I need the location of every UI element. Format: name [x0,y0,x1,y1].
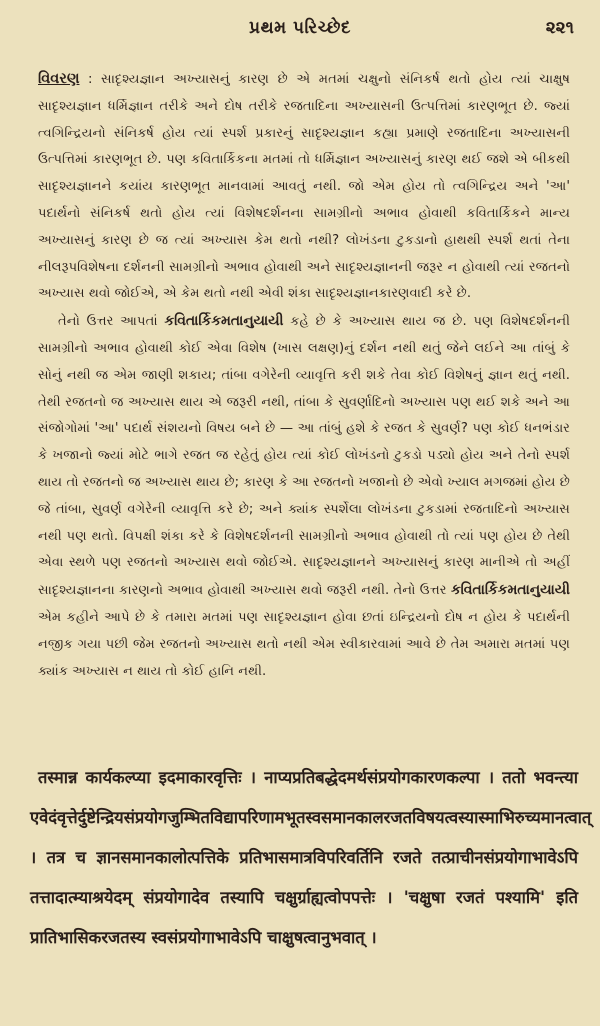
commentary-text-1: : સાદૃશ્યજ્ઞાન અખ્યાસનું કારણ છે એ મતમાં ચક્ષુનો સંનિકર્ષ થતો હોય ત્યાં ચાક્ષુષ સાદૃશ્યજ્ઞાન ધર્મિજ્ઞાન તરીકે અને દોષ તરીકે રજતાદિના અખ્યાસની ઉત્પત્તિમાં કારણભૂત છે. જ્યાં ત્વગિન્દ્રિયનો સંનિકર્ષ હોય ત્યાં સ્પર્શ પ્રકારનું સાદૃશ્યજ્ઞાન કહ્યા પ્રમાણે રજતાદિના અખ્યાસની ઉત્પત્તિમાં કારણભૂત છે. પણ કવિતાર્કિકના મતમાં તો ધર્મિજ્ઞાન અખ્યાસનું કારણ થઈ જશે એ બીકથી સાદૃશ્યજ્ઞાનને કયાંય કારણભૂત માનવામાં આવતું નથી. જો એમ હોય તો ત્વગિન્દ્રિય અને 'આ' પદાર્થનો સંનિકર્ષ થતો હોય ત્યાં વિશેષદર્શનના સામગ્રીનો અભાવ હોવાથી કવિતાર્કિકને માન્ય અખ્યાસનું કારણ છે જ ત્યાં અખ્યાસ કેમ થતો નથી? લોખંડના ટુકડાનો હાથથી સ્પર્શ થતાં તેના નીલરૂપવિશેષના દર્શનની સામગ્રીનો અભાવ હોવાથી અને સાદૃશ્યજ્ઞાનની જરૂર ન હોવાથી ત્યાં રજતનો અખ્યાસ થવો જોઈએ, એ કેમ થતો નથી એવી શંકા સાદૃશ્યજ્ઞાનકારણવાદી કરે છે. [38,72,570,302]
commentary-paragraph-2 [38,308,570,685]
sanskrit-paragraph: तस्मान्न कार्यकल्प्या इदमाकारवृत्तिः । नाप्यप्रतिबद्धेदमर्थसंप्रयोगकारणकल्पा । ततो भवन्त्या एवेदंवृत्तेर्दुष्टेन्द्रियसंप्रयोगजुम्भितविद्यापरिणामभूतस्वसमानकालरजतविषयत्वस्यास्माभिरुच्यमानत्वात् । तत्र च ज्ञानसमानकालोत्पत्तिके प्रतिभासमात्रविपरिवर्तिनि रजते तत्प्राचीनसंप्रयोगाभावेऽपि तत्तादात्म्याश्रयेदम् संप्रयोगादेव तस्यापि चक्षुर्ग्राह्यत्वोपपत्तेः । 'चक्षुषा रजतं पश्यामि' इति प्रातिभासिकरजतस्य स्वसंप्रयोगाभावेऽपि चाक्षुषत्वानुभवात् । [30,768,592,947]
page-header [0,18,600,48]
commentary-paragraph-1 [38,66,570,308]
page-number: ૨૨૧ [545,18,574,38]
commentary-emphasis-2: કવિતાર્કિકમતાનુયાયી [450,582,570,599]
commentary-emphasis-1: કવિતાર્કિકમતાનુયાયી [164,313,284,330]
vivaran-label: વિવરણ [38,71,80,87]
chapter-title: પ્રથમ પરિચ્છેદ [249,18,351,38]
commentary-text-2b: કહે છે કે અખ્યાસ થાય જ છે. પણ વિશેષદર્શનની સામગ્રીનો અભાવ હોવાથી કોઈ એવા વિશેષ (ખાસ લક્ષણ)નું દર્શન નથી થતું જેને લઈને આ તાંબું કે સોનું નથી જ એમ જાણી શકાય; તાંબા વગેરેની વ્યાવૃત્તિ કરી શકે તેવા કોઈ વિશેષનું જ્ઞાન થતું નથી. તેથી રજતનો જ અખ્યાસ થાય એ જરૂરી નથી, તાંબા કે સુવર્ણાદિનો અખ્યાસ પણ થઈ શકે અને આ સંજોગોમાં 'આ' પદાર્થ સંશયનો વિષય બને છે — આ તાંબું હશે કે રજત કે સુવર્ણ? પણ કોઈ ધનભંડાર કે ખજાનો જ્યાં મોટે ભાગે રજત જ રહેતું હોય ત્યાં કોઈ લોખંડનો ટુકડો પડ્યો હોય અને તેનો સ્પર્શ થાય તો રજતનો જ અખ્યાસ થાય છે; કારણ કે આ રજતનો ખજાનો છે એવો ખ્યાલ મગજમાં હોય છે જે તાંબા, સુવર્ણ વગેરેની વ્યાવૃત્તિ કરે છે; અને ક્યાંક સ્પર્શેલા લોખંડના ટુકડામાં રજતાદિનો અખ્યાસ નથી પણ થતો. વિપક્ષી શંકા કરે કે વિશેષદર્શનની સામગ્રીનો અભાવ હોવાથી તો ત્યાં પણ હોય છે તેથી એવા સ્થળે પણ રજતનો અખ્યાસ થવો જોઈએ. સાદૃશ્યજ્ઞાનને અખ્યાસનું કારણ માનીએ તો અહીં સાદૃશ્યજ્ઞાનના કારણનો અભાવ હોવાથી અખ્યાસ થવો જરૂરી નથી. તેનો ઉત્તર [38,314,570,599]
sanskrit-text-block [30,758,592,958]
commentary-text-2c: એમ કહીને આપે છે કે તમારા મતમાં પણ સાદૃશ્યજ્ઞાન હોવા છતાં ઇન્દ્રિયનો દોષ ન હોય કે પદાર્થની નજીક ગયા પછી જેમ રજતનો અખ્યાસ થતો નથી એમ સ્વીકારવામાં આવે છે તેમ અમારા મતમાં પણ ક્યાંક અખ્યાસ ન થાય તો કોઈ હાનિ નથી. [38,609,570,679]
commentary-text-2a: તેનો ઉત્તર આપતાં [58,314,165,330]
gujarati-commentary [38,66,570,685]
